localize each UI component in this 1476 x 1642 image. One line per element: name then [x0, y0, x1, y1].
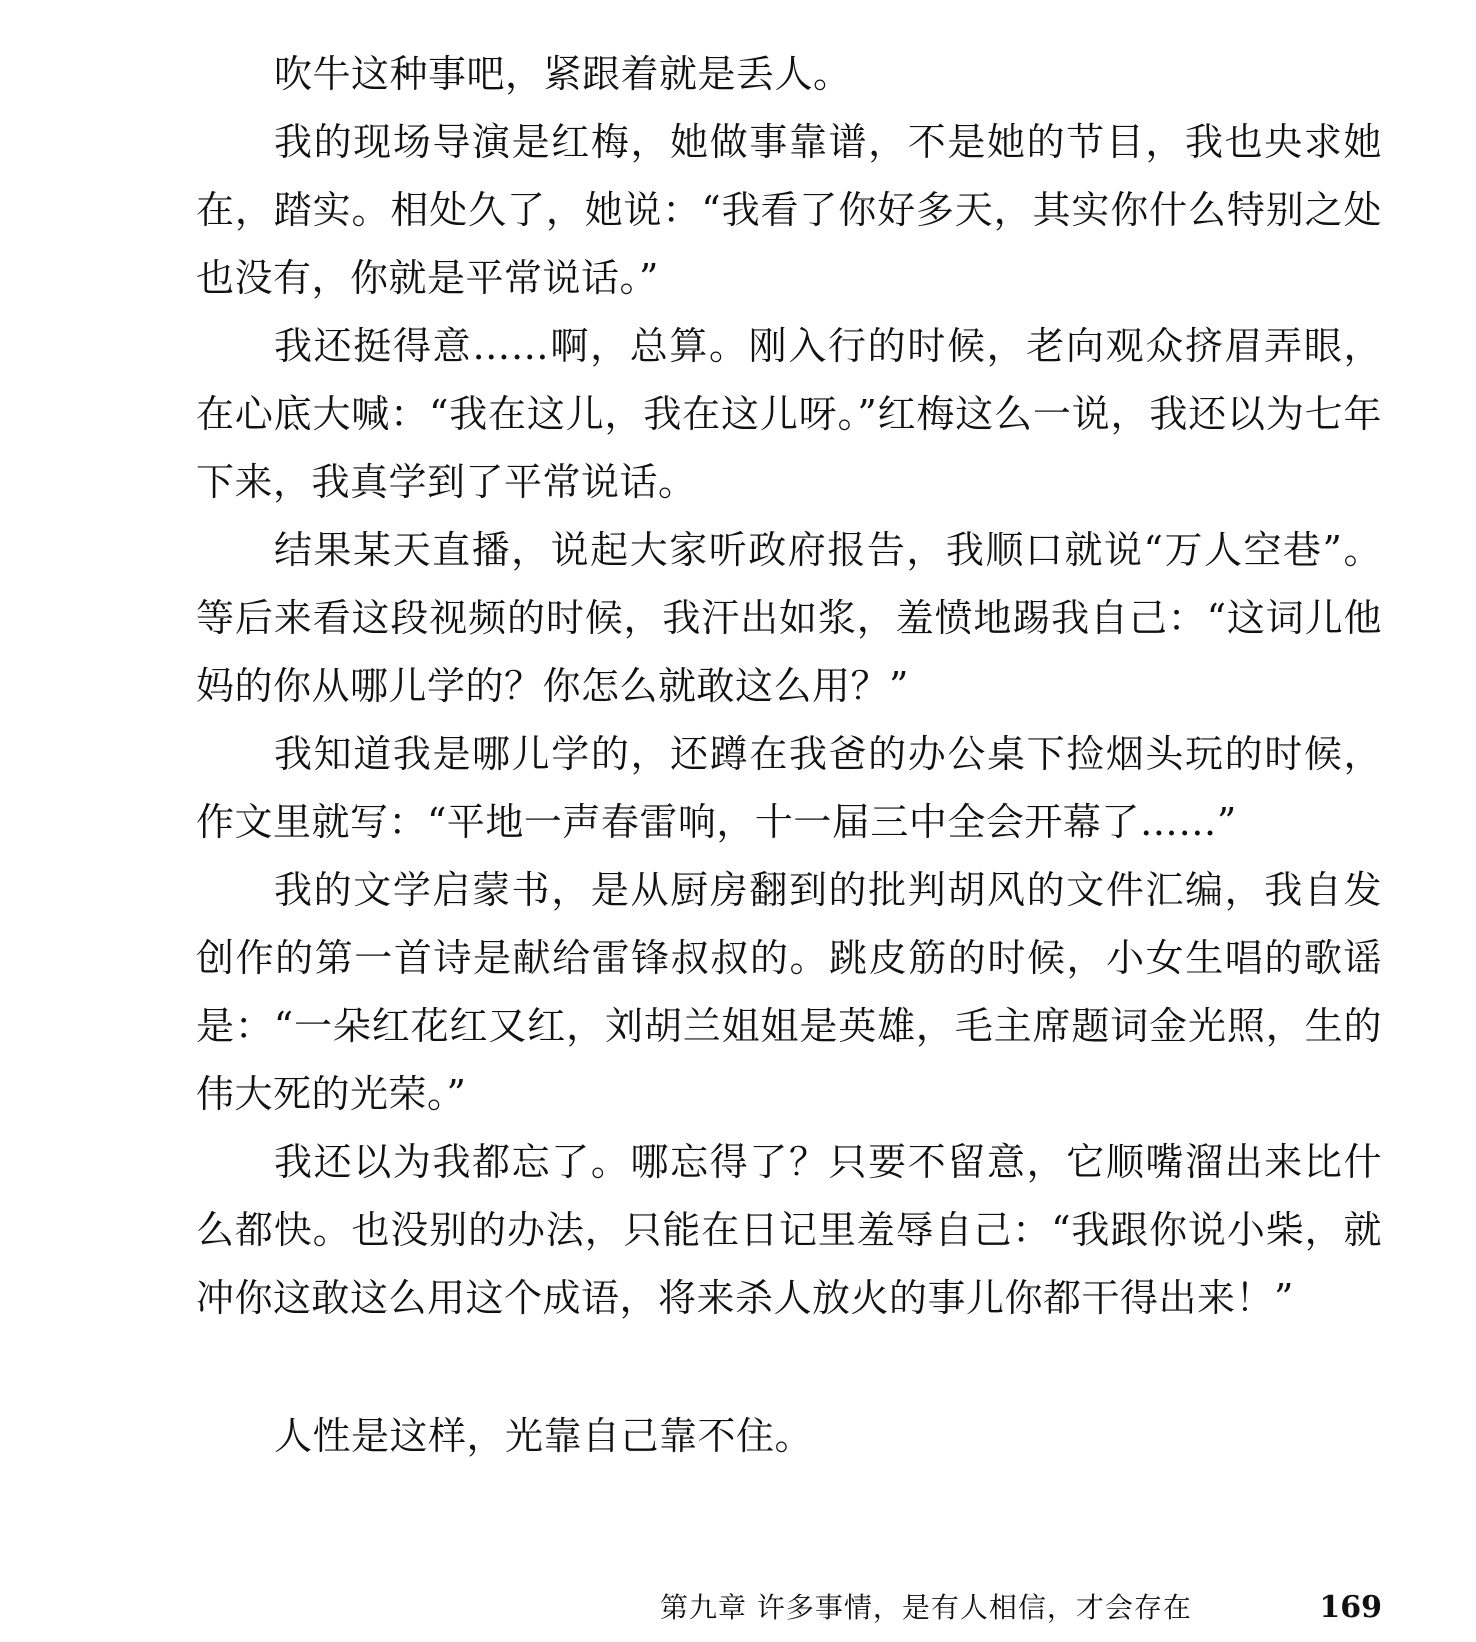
page-number: 169: [1319, 1590, 1382, 1625]
body-text: [196, 40, 1382, 1470]
paragraph-6: 我的文学启蒙书，是从厨房翻到的批判胡风的文件汇编，我自发创作的第一首诗是献给雷锋叔叔的。跳皮筋的时候，小女生唱的歌谣是：“一朵红花红又红，刘胡兰姐姐是英雄，毛主席题词金光照，生的伟大死的光荣。”: [196, 868, 1382, 1116]
chapter-title: 第九章 许多事情，是有人相信，才会存在: [660, 1591, 1192, 1624]
paragraph-8: 人性是这样，光靠自己靠不住。: [274, 1414, 814, 1458]
page-footer: [660, 1588, 1382, 1628]
paragraph-2: 我的现场导演是红梅，她做事靠谱，不是她的节目，我也央求她在，踏实。相处久了，她说：“我看了你好多天，其实你什么特别之处也没有，你就是平常说话。”: [196, 120, 1382, 300]
paragraph-1: 吹牛这种事吧，紧跟着就是丢人。: [274, 52, 852, 96]
paragraph-5: 我知道我是哪儿学的，还蹲在我爸的办公桌下捡烟头玩的时候，作文里就写：“平地一声春雷响，十一届三中全会开幕了……”: [196, 732, 1382, 844]
paragraph-7: 我还以为我都忘了。哪忘得了？只要不留意，它顺嘴溜出来比什么都快。也没别的办法，只能在日记里羞辱自己：“我跟你说小柴，就冲你这敢这么用这个成语，将来杀人放火的事儿你都干得出来！”: [196, 1140, 1382, 1320]
paragraph-3: 我还挺得意……啊，总算。刚入行的时候，老向观众挤眉弄眼，在心底大喊：“我在这儿，我在这儿呀。”红梅这么一说，我还以为七年下来，我真学到了平常说话。: [196, 324, 1382, 504]
paragraph-4: 结果某天直播，说起大家听政府报告，我顺口就说“万人空巷”。等后来看这段视频的时候，我汗出如浆，羞愤地踢我自己：“这词儿他妈的你从哪儿学的？你怎么就敢这么用？”: [196, 528, 1382, 708]
